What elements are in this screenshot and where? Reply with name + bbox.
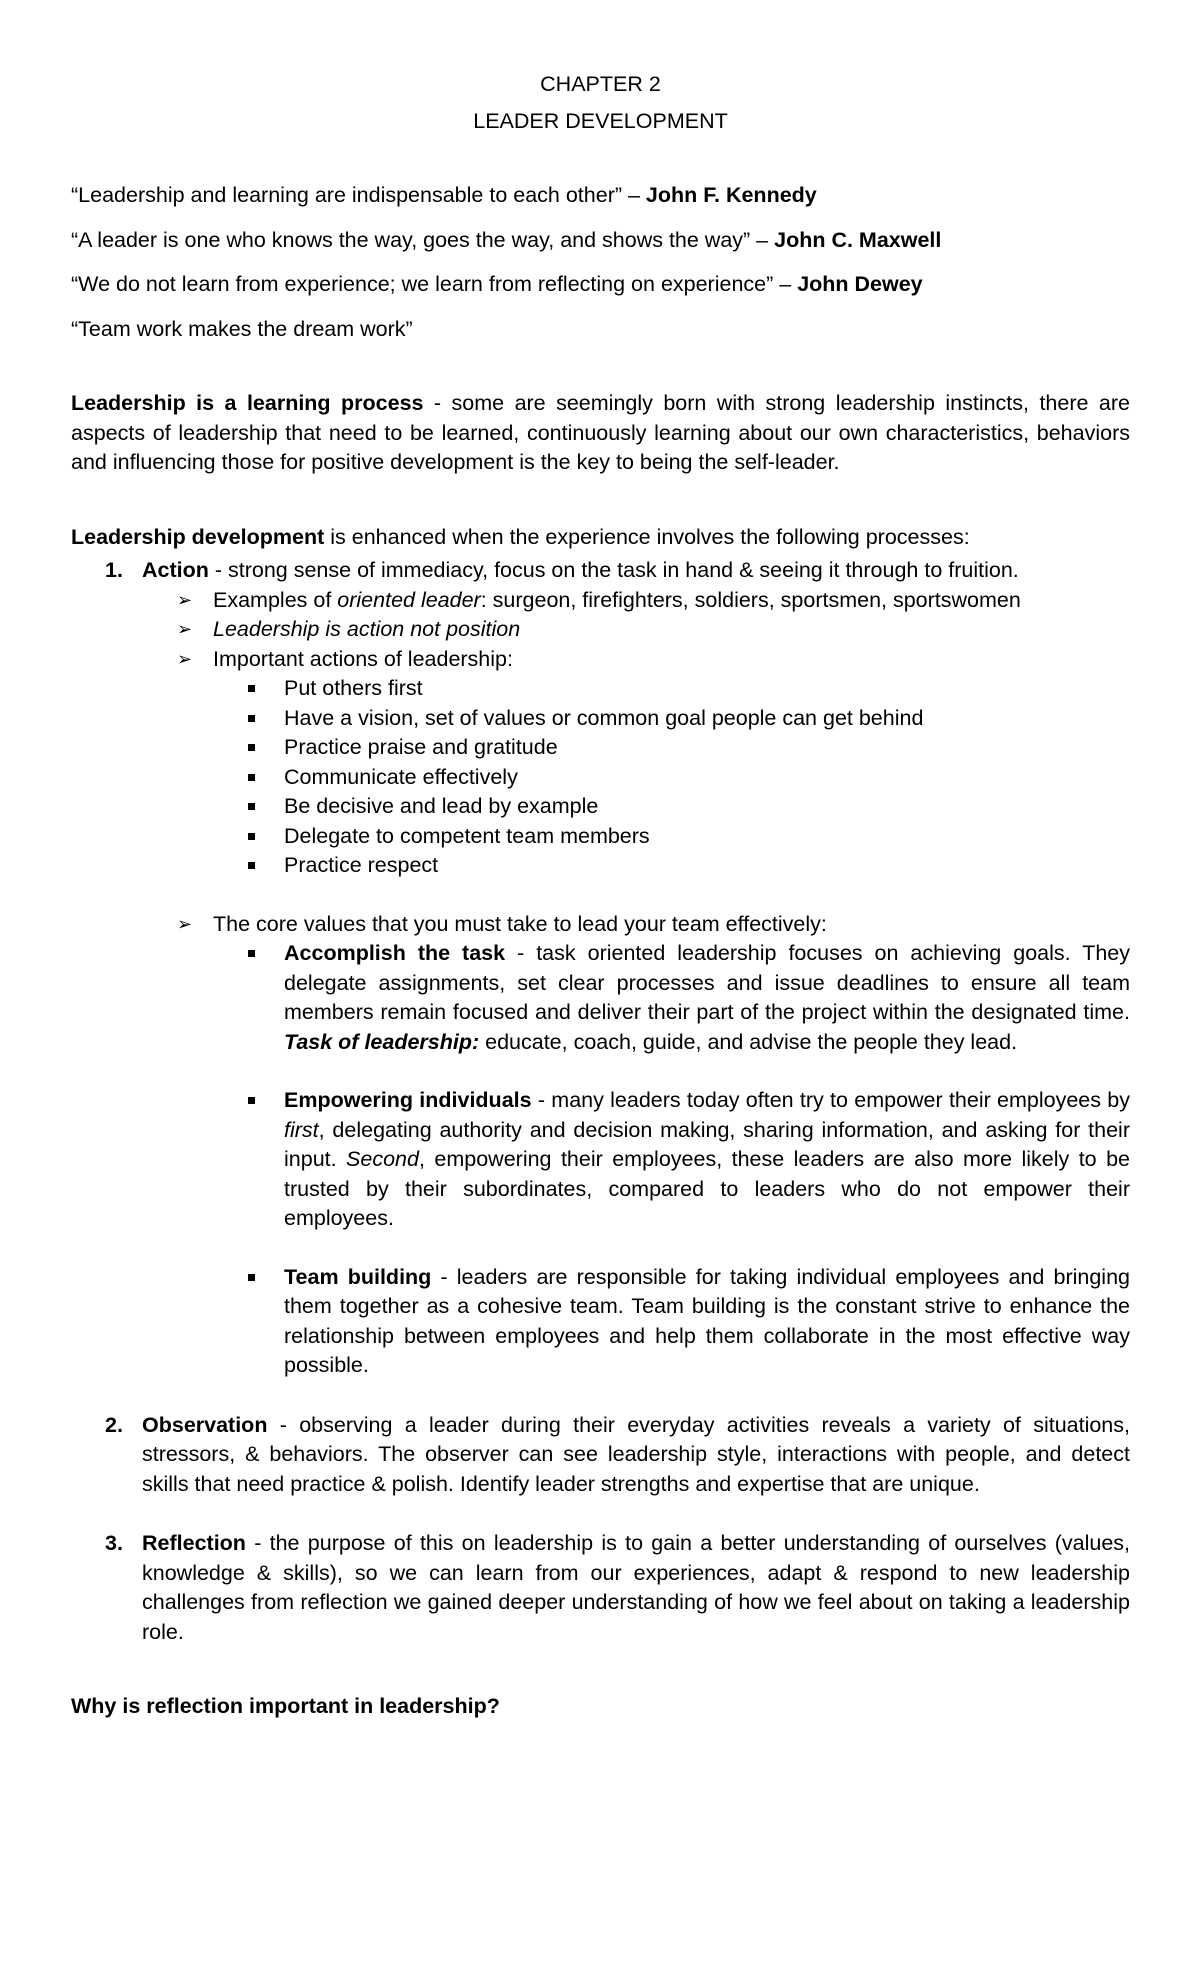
empowering-text: , delegating authority and decision making, sharing information, and asking for their input. (284, 1117, 1130, 1171)
quote-author: John Dewey (797, 272, 923, 296)
list-item (213, 763, 1130, 793)
accomplish-term: Accomplish the task (284, 941, 506, 965)
process-observation (71, 1411, 1130, 1500)
list-item (213, 851, 1130, 881)
important-actions (142, 645, 1130, 675)
examples-prefix: Examples of (213, 587, 338, 612)
square-bullet-icon (248, 833, 255, 840)
quote-text: “Leadership and learning are indispensable to each other” – (71, 183, 646, 207)
quote-text: “A leader is one who knows the way, goes the way, and shows the way” – (71, 227, 775, 252)
examples-rest: : surgeon, firefighters, soldiers, sportsmen, sportswomen (480, 587, 1021, 612)
square-bullet-icon (248, 950, 255, 957)
list-item (213, 733, 1130, 763)
learning-process-term: Leadership is a learning process (71, 391, 424, 415)
list-item-text: Put others first (284, 676, 423, 700)
process-reflection (71, 1529, 1130, 1647)
team-building-text: - leaders are responsible for taking individual employees and bringing them together as a cohesive team. Team building is the constant strive to enhance the relationship between employees and help them collaborate in the most effective way possible. (284, 1264, 1130, 1377)
quote-text: “Team work makes the dream work” (71, 316, 413, 341)
task-of-leadership-text: educate, coach, guide, and advise the people they lead. (479, 1029, 1018, 1054)
square-bullet-icon (248, 803, 255, 810)
reflection-term: Reflection (142, 1531, 246, 1555)
list-item (213, 792, 1130, 822)
quotes-block (71, 181, 1130, 344)
quote-dewey (71, 270, 1130, 300)
quote-text: “We do not learn from experience; we learn from reflecting on experience” – (71, 272, 798, 296)
square-bullet-icon (248, 1274, 255, 1281)
examples-italic: oriented leader (337, 587, 481, 612)
why-reflection-heading: Why is reflection important in leadership? (71, 1694, 500, 1718)
list-number: 3. (105, 1531, 123, 1555)
observation-term: Observation (142, 1412, 268, 1437)
list-number: 2. (105, 1412, 123, 1437)
empowering-first: first (284, 1117, 319, 1142)
development-term: Leadership development (71, 524, 325, 549)
development-paragraph (71, 523, 1130, 553)
learning-process-paragraph (71, 389, 1130, 478)
empowering-text: - many leaders today often try to empower their employees by (531, 1088, 1130, 1112)
square-bullet-icon (248, 715, 255, 722)
process-action (71, 556, 1130, 1381)
action-not-position (142, 615, 1130, 645)
list-item-text: Be decisive and lead by example (284, 794, 599, 818)
core-values (142, 910, 1130, 940)
list-item (213, 704, 1130, 734)
action-examples (142, 586, 1130, 616)
reflection-text: - the purpose of this on leadership is to gain a better understanding of ourselves (values, knowledge & skills), so we can learn from our experiences, adapt & respond to new leadership challenges from reflection we gained deeper understanding of how we feel about on taking a leadership role. (142, 1531, 1130, 1644)
list-item-text: Communicate effectively (284, 764, 518, 789)
arrow-bullet-icon: ➢ (177, 619, 193, 640)
core-values-heading: The core values that you must take to lead your team effectively: (213, 911, 827, 936)
action-not-position-text: Leadership is action not position (213, 617, 521, 641)
list-item-text: Practice praise and gratitude (284, 735, 558, 759)
arrow-bullet-icon: ➢ (177, 589, 193, 611)
quote-kennedy (71, 181, 1130, 211)
square-bullet-icon (248, 862, 255, 869)
empowering-text: , empowering their employees, these leaders are also more likely to be trusted by their subordinates, compared to leaders who do not empower their employees. (284, 1147, 1130, 1230)
list-item (213, 674, 1130, 704)
square-bullet-icon (248, 744, 255, 751)
quote-author: John C. Maxwell (774, 227, 942, 252)
square-bullet-icon (248, 685, 255, 692)
core-value-team-building (213, 1263, 1130, 1381)
empowering-term: Empowering individuals (284, 1088, 532, 1112)
arrow-bullet-icon: ➢ (177, 648, 193, 670)
empowering-second: Second (346, 1147, 419, 1171)
action-term: Action (142, 558, 209, 582)
core-value-accomplish (213, 939, 1130, 1057)
list-item-text: Delegate to competent team members (284, 823, 650, 848)
list-item-text: Have a vision, set of values or common goal people can get behind (284, 705, 924, 730)
action-text: - strong sense of immediacy, focus on the task in hand & seeing it through to fruition. (208, 558, 1019, 582)
task-of-leadership-term: Task of leadership: (284, 1029, 480, 1054)
important-actions-heading: Important actions of leadership: (213, 646, 513, 671)
core-value-empowering (213, 1086, 1130, 1234)
learning-process-text: - some are seemingly born with strong leadership instincts, there are aspects of leadership that need to be learned, continuously learning about our own characteristics, behaviors and influencing those for positive development is the key to being the self-leader. (71, 391, 1130, 474)
observation-text: - observing a leader during their everyday activities reveals a variety of situations, stressors, & behaviors. The observer can see leadership style, interactions with people, and detect skills that need practice & polish. Identify leader strengths and expertise that are unique. (142, 1412, 1130, 1496)
chapter-number: CHAPTER 2 (540, 72, 661, 96)
list-item-text: Practice respect (284, 853, 439, 877)
square-bullet-icon (248, 1097, 255, 1104)
arrow-bullet-icon: ➢ (177, 913, 193, 935)
quote-author: John F. Kennedy (645, 183, 817, 207)
team-building-term: Team building (284, 1264, 432, 1289)
chapter-title: LEADER DEVELOPMENT (473, 108, 728, 133)
quote-maxwell (71, 226, 1130, 256)
development-text: is enhanced when the experience involves the following processes: (324, 524, 970, 549)
list-number: 1. (105, 558, 123, 582)
quote-teamwork (71, 315, 1130, 345)
square-bullet-icon (248, 774, 255, 781)
accomplish-text: - task oriented leadership focuses on achieving goals. They delegate assignments, set clear processes and issue deadlines to ensure all team members remain focused and deliver their part of the project within the designated time. (284, 941, 1130, 1024)
list-item (213, 822, 1130, 852)
